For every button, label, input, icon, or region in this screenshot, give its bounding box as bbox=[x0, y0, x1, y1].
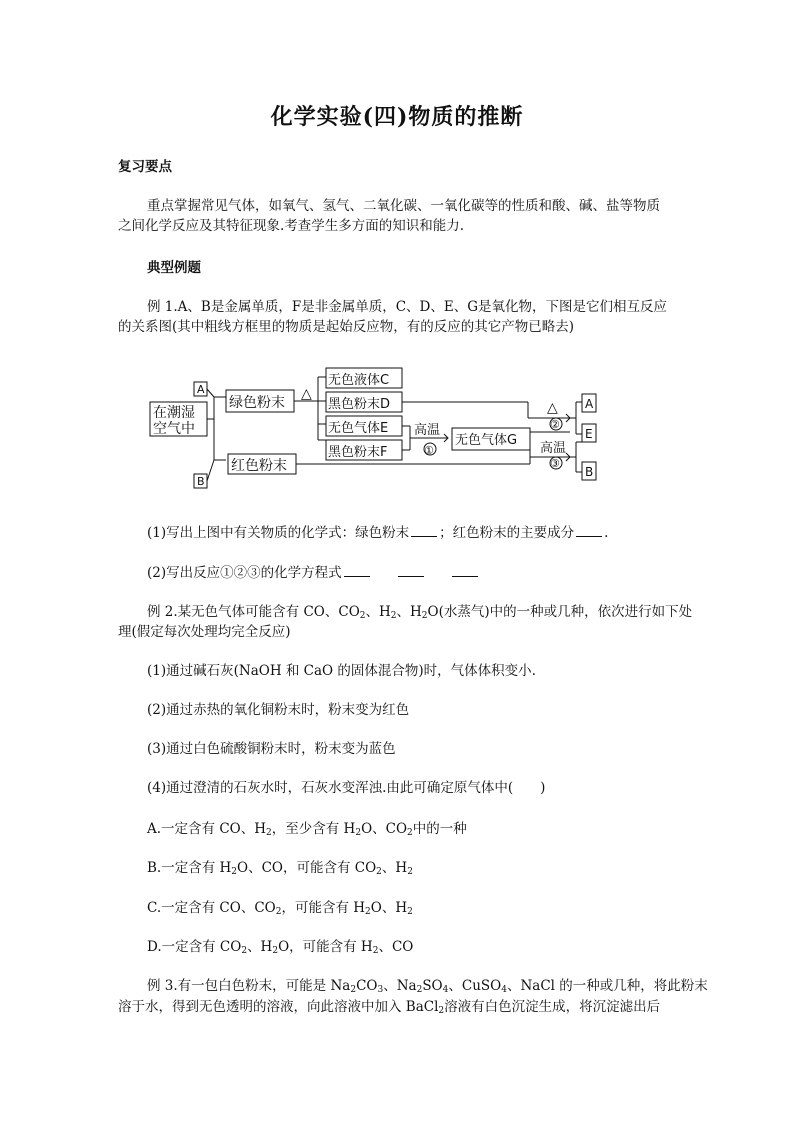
ex2-text-a: 例 2.某无色气体可能含有 CO、CO bbox=[147, 604, 360, 620]
example2-line2: 理(假定每次处理均完全反应) bbox=[118, 624, 291, 640]
opt-text: O、CO bbox=[361, 821, 408, 837]
option-A[interactable] bbox=[147, 818, 707, 844]
opt-text: 、H bbox=[247, 939, 273, 955]
label-B-left: B bbox=[197, 475, 205, 488]
opt-text: ，至少含有 H bbox=[271, 821, 356, 837]
ex2-text-d: O(水蒸气)中的一种或几种，依次进行如下处 bbox=[427, 604, 693, 620]
example1-line1: 例 1.A、B是金属单质，F是非金属单质，C、D、E、G是氧化物，下图是它们相互反应 bbox=[147, 299, 667, 315]
ex3-text: SO bbox=[422, 978, 443, 994]
ex3-text: 、NaCl 的一种或几种，将此粉末 bbox=[506, 978, 708, 994]
label-env1: 在潮湿 bbox=[153, 405, 195, 421]
label-r2: ② bbox=[550, 418, 560, 431]
step4: (4)通过澄清的石灰水时，石灰水变浑浊.由此可确定原气体中( ) bbox=[147, 780, 546, 796]
label-F: 黑色粉末F bbox=[328, 445, 388, 460]
opt-text: A.一定含有 CO、H bbox=[147, 821, 267, 837]
sub: 2 bbox=[350, 985, 357, 995]
label-E-right: E bbox=[585, 427, 593, 441]
ex3-text: 溶液有白色沉淀生成，将沉淀滤出后 bbox=[444, 999, 661, 1015]
option-C[interactable] bbox=[147, 897, 707, 923]
step2: (2)通过赤热的氧化铜粉末时，粉末变为红色 bbox=[147, 702, 410, 718]
label-heat1: △ bbox=[301, 386, 312, 402]
sub: 2 bbox=[421, 611, 428, 621]
q1-text-b: ；红色粉末的主要成分 bbox=[439, 525, 575, 541]
sub: 2 bbox=[407, 828, 413, 838]
example3-line2 bbox=[118, 996, 678, 1022]
label-A-right: A bbox=[585, 397, 594, 411]
opt-text: ，可能含有 H bbox=[281, 900, 366, 916]
review-paragraph-line2: 之间化学反应及其特征现象.考查学生多方面的知识和能力. bbox=[118, 218, 465, 234]
sub: 2 bbox=[359, 611, 366, 621]
question2 bbox=[147, 562, 707, 584]
answer-blank-green[interactable] bbox=[411, 522, 437, 537]
ex2-text-c: 、H bbox=[396, 604, 422, 620]
opt-text: O、CO，可能含有 CO bbox=[237, 860, 377, 876]
q2-text: (2)写出反应①②③的化学方程式 bbox=[147, 565, 342, 581]
sub: 2 bbox=[355, 828, 362, 838]
opt-text: 、H bbox=[381, 860, 408, 876]
sub: 2 bbox=[372, 946, 379, 956]
opt-text: O、H bbox=[370, 900, 408, 916]
ex3-text: 、Na bbox=[383, 978, 417, 994]
opt-text: C.一定含有 CO、CO bbox=[147, 900, 276, 916]
sub: 2 bbox=[231, 867, 238, 877]
ex3-text: 溶于水，得到无色透明的溶液，向此溶液中加入 BaCl bbox=[118, 999, 439, 1015]
opt-text: D.一定含有 CO bbox=[147, 939, 242, 955]
sub: 2 bbox=[365, 907, 371, 917]
sub: 2 bbox=[241, 946, 248, 956]
label-D: 黑色粉末D bbox=[328, 397, 391, 412]
opt-text: O，可能含有 H bbox=[278, 939, 373, 955]
ex3-text: CO bbox=[356, 978, 378, 994]
sub: 2 bbox=[416, 985, 423, 995]
review-paragraph-line1: 重点掌握常见气体，如氧气、氢气、二氧化碳、一氧化碳等的性质和酸、碱、盐等物质 bbox=[147, 198, 660, 214]
answer-blank-r1[interactable] bbox=[344, 562, 370, 577]
sub: 4 bbox=[501, 985, 507, 995]
option-B[interactable] bbox=[147, 857, 707, 883]
section-examples-heading: 典型例题 bbox=[147, 260, 201, 276]
sub: 2 bbox=[407, 907, 413, 917]
sub: 2 bbox=[438, 1006, 445, 1016]
section-review-heading: 复习要点 bbox=[118, 159, 172, 175]
ex2-text-b: 、H bbox=[365, 604, 391, 620]
step3: (3)通过白色硫酸铜粉末时，粉末变为蓝色 bbox=[147, 741, 396, 757]
label-high2: 高温 bbox=[540, 441, 567, 456]
example1-line2: 的关系图(其中粗线方框里的物质是起始反应物，有的反应的其它产物已略去) bbox=[118, 319, 575, 335]
question1 bbox=[147, 522, 707, 544]
sub: 2 bbox=[272, 946, 279, 956]
label-env2: 空气中 bbox=[153, 421, 195, 437]
label-high1: 高温 bbox=[414, 423, 441, 438]
reaction-diagram bbox=[148, 362, 608, 492]
label-G: 无色气体G bbox=[455, 433, 518, 448]
sub: 2 bbox=[266, 828, 272, 838]
q1-text-c: . bbox=[604, 525, 609, 541]
opt-text: 、CO bbox=[378, 939, 414, 955]
answer-blank-r2[interactable] bbox=[398, 562, 424, 577]
label-Egas: 无色气体E bbox=[328, 421, 389, 436]
label-heat2: △ bbox=[547, 400, 558, 416]
sub: 4 bbox=[442, 985, 449, 995]
q1-text-a: (1)写出上图中有关物质的化学式：绿色粉末 bbox=[147, 525, 410, 541]
sub: 3 bbox=[377, 985, 384, 995]
label-red: 红色粉末 bbox=[231, 458, 287, 474]
step1: (1)通过碱石灰(NaOH 和 CaO 的固体混合物)时，气体体积变小. bbox=[147, 663, 536, 679]
label-r3: ③ bbox=[550, 457, 560, 470]
opt-text: 中的一种 bbox=[412, 821, 467, 837]
answer-blank-red[interactable] bbox=[576, 522, 602, 537]
answer-blank-r3[interactable] bbox=[452, 562, 478, 577]
page-title: 化学实验(四)物质的推断 bbox=[270, 104, 524, 130]
sub: 2 bbox=[275, 907, 282, 917]
sub: 2 bbox=[390, 611, 397, 621]
label-green: 绿色粉末 bbox=[229, 395, 285, 411]
label-C: 无色液体C bbox=[328, 373, 390, 388]
label-r1: ① bbox=[424, 444, 434, 457]
sub: 2 bbox=[376, 867, 382, 877]
label-A-left: A bbox=[197, 383, 205, 396]
ex3-text: 、CuSO bbox=[448, 978, 502, 994]
label-B-right: B bbox=[585, 465, 594, 479]
sub: 2 bbox=[407, 867, 413, 877]
opt-text: B.一定含有 H bbox=[147, 860, 232, 876]
ex3-text: 例 3.有一包白色粉末，可能是 Na bbox=[147, 978, 351, 994]
option-D[interactable] bbox=[147, 936, 707, 962]
